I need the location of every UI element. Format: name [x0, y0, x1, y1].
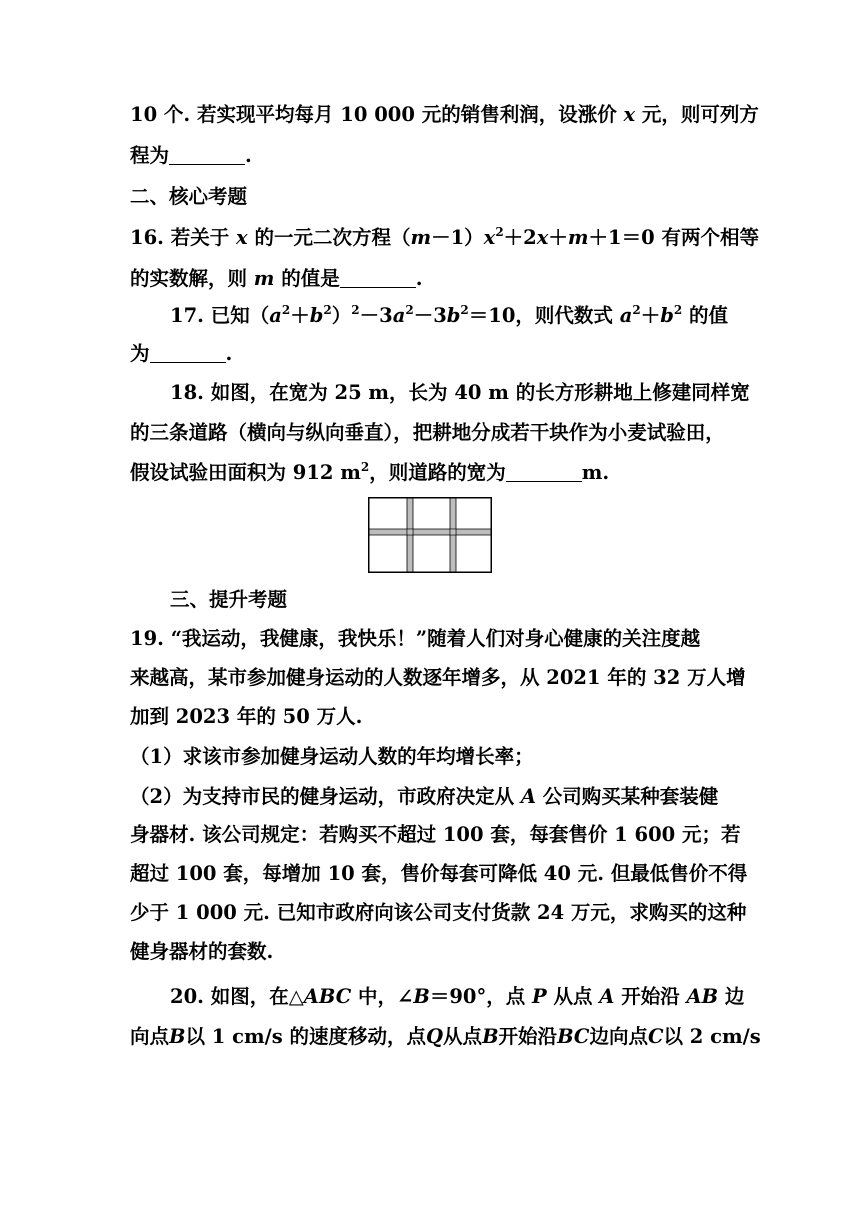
text: 为	[130, 342, 150, 365]
q15-line-2	[130, 141, 730, 171]
q17-line-2	[130, 339, 730, 369]
text: －3	[359, 304, 393, 327]
q15-line-1	[130, 100, 759, 130]
q18-line-1	[170, 378, 770, 408]
var: a	[619, 304, 633, 327]
q19-line-8	[130, 937, 730, 967]
exponent: 2	[405, 303, 414, 317]
var: ABC	[303, 985, 352, 1008]
text: 元，则可列方	[635, 103, 759, 126]
var: A	[520, 785, 536, 808]
text: 19. “我运动，我健康，我快乐！”随着人们对身心健康的关注度越	[130, 627, 701, 650]
var: x	[236, 226, 248, 249]
road-horizontal	[370, 529, 491, 535]
text: 从点	[546, 985, 600, 1008]
answer-blank[interactable]	[169, 144, 245, 165]
text: 开始沿	[614, 985, 687, 1008]
text: （1）求该市参加健身运动人数的年均增长率；	[130, 745, 534, 768]
text: （2）为支持市民的健身运动，市政府决定从	[130, 785, 521, 808]
text: 以 2 cm/s	[663, 1025, 761, 1048]
exponent: 2	[281, 303, 291, 317]
q19-line-3	[130, 702, 730, 732]
var: x	[536, 226, 549, 249]
text: ＋1＝0 有两个相等	[588, 226, 759, 249]
text: .	[225, 342, 233, 365]
section-title-2	[130, 182, 730, 212]
text: ＝90°，点	[429, 985, 533, 1008]
exponent: 2	[673, 303, 683, 317]
var: Q	[426, 1025, 444, 1048]
text: 16. 若关于	[130, 226, 237, 249]
text: ＋	[290, 304, 310, 327]
text: 向点	[130, 1025, 170, 1048]
text: 17. 已知（	[170, 304, 270, 327]
exponent: 2	[323, 303, 332, 317]
q20-line-1	[170, 982, 770, 1012]
text: 开始沿	[498, 1025, 558, 1048]
q19-sub-2	[130, 782, 730, 812]
text: 超过 100 套，每增加 10 套，售价每套可降低 40 元. 但最低售价不得	[130, 862, 748, 885]
text: 公司购买某种套装健	[536, 785, 719, 808]
var: C	[647, 1025, 664, 1048]
q19-sub-1	[130, 742, 730, 772]
text: 从点	[443, 1025, 483, 1048]
text: ）	[331, 304, 352, 327]
text: ＋	[640, 304, 661, 327]
exponent: 2	[632, 303, 641, 317]
var: b	[446, 304, 461, 327]
var: AB	[686, 985, 719, 1008]
text: －1）	[431, 226, 484, 249]
text: ＝10，则代数式	[468, 304, 620, 327]
text: 18. 如图，在宽为 25 m，长为 40 m 的长方形耕地上修建同样宽	[170, 381, 750, 404]
q19-line-1	[130, 624, 730, 654]
text: 的实数解，则	[130, 267, 254, 290]
var: b	[309, 304, 324, 327]
var: P	[532, 985, 547, 1008]
q16-line-2	[130, 264, 730, 294]
var: a	[392, 304, 406, 327]
var-x: x	[623, 103, 636, 126]
var: BC	[557, 1025, 590, 1048]
section-title-3	[170, 585, 770, 615]
text: 的三条道路（横向与纵向垂直），把耕地分成若干块作为小麦试验田，	[130, 421, 725, 444]
text: 身器材. 该公司规定：若购买不超过 100 套，每套售价 1 600 元；若	[130, 823, 741, 846]
text: 少于 1 000 元. 已知市政府向该公司支付货款 24 万元，求购买的这种	[130, 901, 747, 924]
field-figure	[368, 497, 492, 573]
q19-line-2	[130, 663, 746, 693]
q19-line-7	[130, 898, 747, 928]
q18-line-3	[130, 458, 730, 488]
exponent: 2	[360, 460, 370, 474]
answer-blank[interactable]	[340, 267, 416, 288]
var: m	[410, 226, 432, 249]
q20-line-2	[130, 1022, 761, 1052]
var: B	[169, 1025, 186, 1048]
answer-blank[interactable]	[150, 342, 226, 363]
text: 假设试验田面积为 912 m	[130, 461, 361, 484]
var: m	[567, 226, 589, 249]
q19-line-6	[130, 859, 748, 889]
var: m	[253, 267, 275, 290]
text: 边向点	[589, 1025, 648, 1048]
var: x	[483, 226, 496, 249]
q17-line-1	[170, 301, 770, 331]
var: B	[413, 985, 430, 1008]
section-title-text: 三、提升考题	[170, 588, 288, 611]
var: a	[269, 304, 282, 327]
text: 加到 2023 年的 50 万人.	[130, 705, 363, 728]
text: 来越高，某市参加健身运动的人数逐年增多，从 2021 年的 32 万人增	[130, 666, 746, 689]
text: 10 个. 若实现平均每月 10 000 元的销售利润，设涨价	[130, 103, 624, 126]
text: .	[415, 267, 423, 290]
text: 的一元二次方程（	[247, 226, 411, 249]
exponent: 2	[460, 303, 469, 317]
text: .	[245, 144, 252, 167]
text: 的值是	[274, 267, 340, 290]
var: b	[660, 304, 674, 327]
section-title-text: 二、核心考题	[130, 185, 248, 208]
text: ＋	[548, 226, 568, 249]
var: B	[482, 1025, 499, 1048]
q19-line-5	[130, 820, 741, 850]
text: 中，∠	[351, 985, 414, 1008]
q18-line-2	[130, 418, 730, 448]
answer-blank[interactable]	[506, 461, 582, 482]
text: 的值	[682, 304, 729, 327]
text: －3	[413, 304, 447, 327]
text: 以 1 cm/s 的速度移动，点	[185, 1025, 427, 1048]
text: m.	[581, 461, 610, 484]
exponent: 2	[351, 303, 360, 317]
text: 边	[718, 985, 745, 1008]
text: 程为	[130, 144, 170, 167]
text: ，则道路的宽为	[369, 461, 506, 484]
exponent: 2	[495, 225, 504, 239]
var: A	[599, 985, 615, 1008]
text: ＋2	[503, 226, 537, 249]
q16-line-1	[130, 223, 759, 253]
text: 20. 如图，在△	[170, 985, 304, 1008]
text: 健身器材的套数.	[130, 940, 274, 963]
